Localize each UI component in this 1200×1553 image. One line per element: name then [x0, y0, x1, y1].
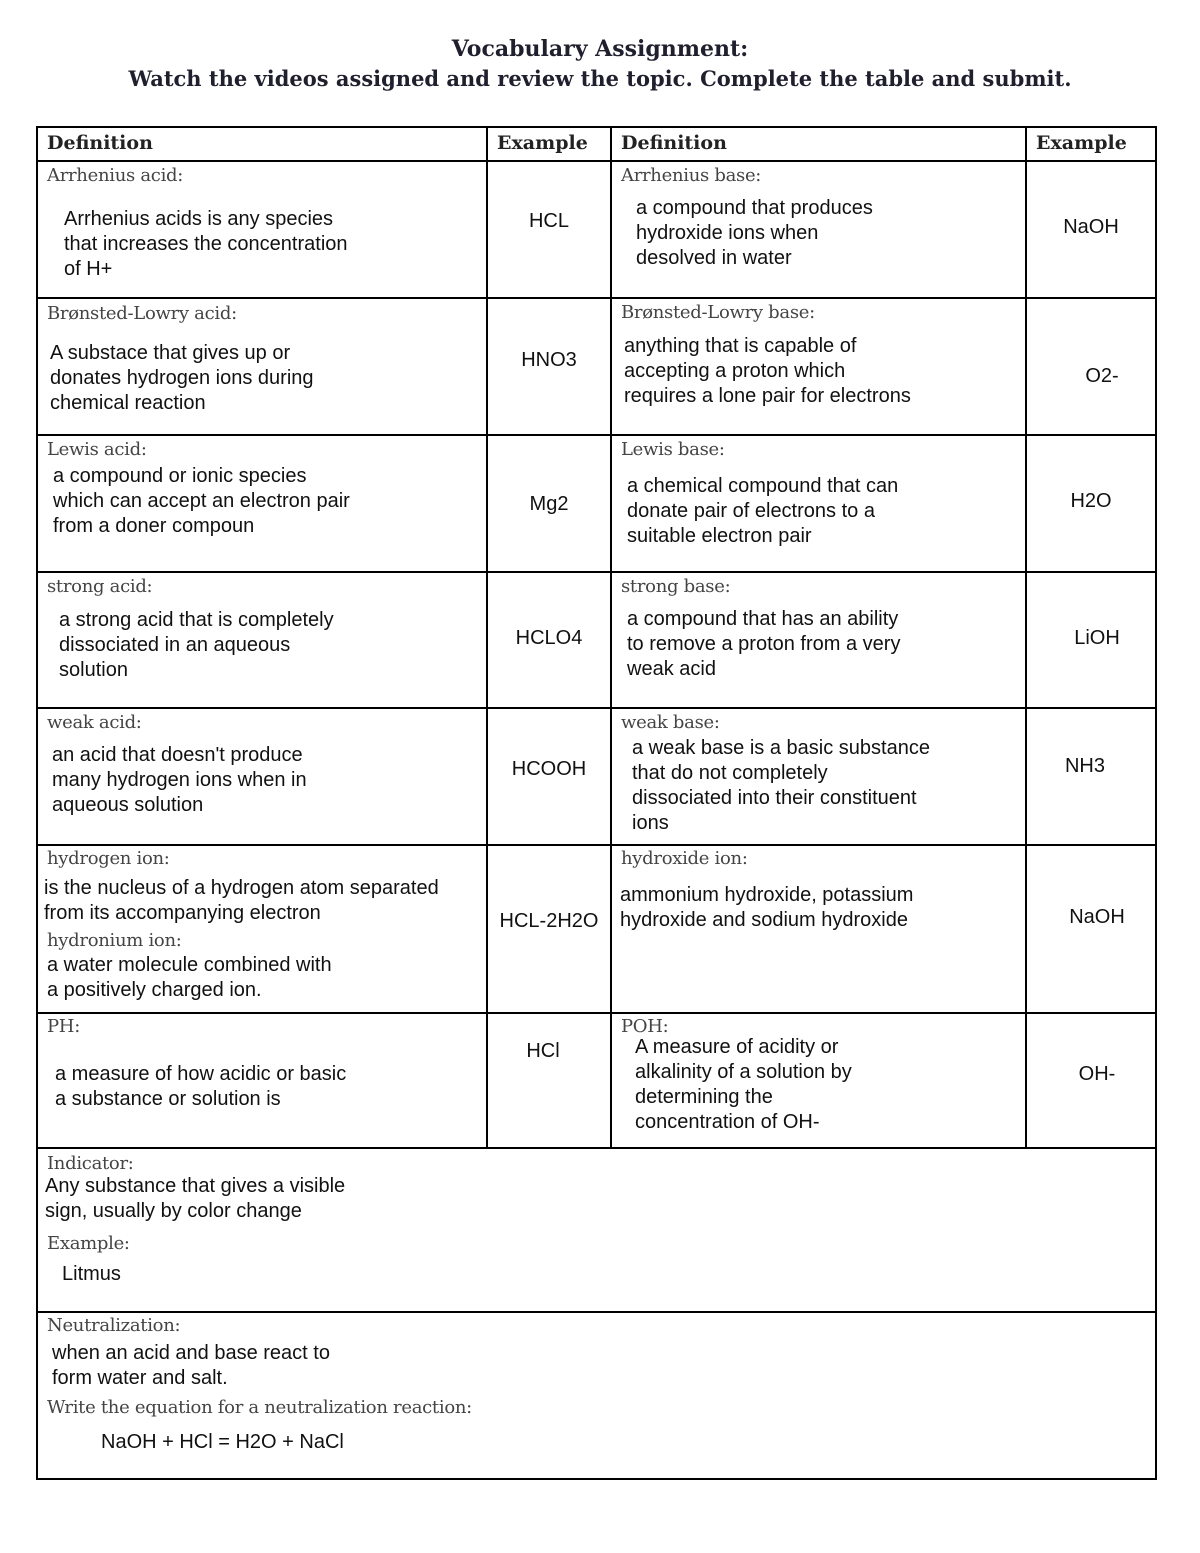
definition-answer[interactable]: A measure of acidity or alkalinity of a solution by determining the concentration of OH- [635, 1036, 852, 1133]
definition-answer[interactable]: a measure of how acidic or basic a substance or solution is [55, 1063, 347, 1110]
definition-answer[interactable]: a water molecule combined with a positively charged ion. [47, 954, 332, 1001]
term-label: Arrhenius base: [621, 165, 762, 186]
example-answer[interactable]: OH- [1078, 1063, 1116, 1085]
term-label: hydrogen ion: [47, 848, 170, 869]
example-answer[interactable]: HCLO4 [515, 627, 583, 649]
term-label: Indicator: [47, 1153, 134, 1174]
example-answer[interactable]: HCl [526, 1040, 560, 1062]
term-label: PH: [47, 1016, 80, 1037]
vocabulary-table [36, 126, 1157, 1480]
equation-prompt: Write the equation for a neutralization reaction: [47, 1397, 472, 1418]
column-header-definition: Definition [621, 132, 727, 154]
equation-answer[interactable]: NaOH + HCl = H2O + NaCl [101, 1431, 344, 1453]
example-answer[interactable]: Mg2 [529, 493, 569, 515]
column-header-definition: Definition [47, 132, 153, 154]
definition-answer[interactable]: a compound that has an ability to remove a proton from a very weak acid [627, 608, 901, 680]
term-label: weak base: [621, 712, 720, 733]
definition-answer[interactable]: anything that is capable of accepting a proton which requires a lone pair for electrons [624, 335, 911, 407]
term-label: Neutralization: [47, 1315, 181, 1336]
term-label: weak acid: [47, 712, 142, 733]
page-header [0, 34, 1200, 94]
example-answer[interactable]: NH3 [1064, 755, 1105, 777]
term-label: Brønsted-Lowry acid: [47, 303, 237, 324]
definition-answer[interactable]: an acid that doesn't produce many hydrogen ions when in aqueous solution [52, 744, 307, 816]
definition-answer[interactable]: a strong acid that is completely dissociated in an aqueous solution [59, 609, 334, 681]
term-label: hydroxide ion: [621, 848, 748, 869]
example-answer[interactable]: LiOH [1074, 627, 1120, 649]
column-header-example: Example [497, 132, 588, 154]
term-label: Lewis base: [621, 439, 725, 460]
term-label: hydronium ion: [47, 930, 182, 951]
example-label: Example: [47, 1233, 130, 1254]
definition-answer[interactable]: A substace that gives up or donates hydrogen ions during chemical reaction [50, 342, 314, 414]
definition-answer[interactable]: ammonium hydroxide, potassium hydroxide and sodium hydroxide [620, 884, 914, 931]
column-header-example: Example [1036, 132, 1127, 154]
example-answer[interactable]: H2O [1070, 490, 1112, 512]
example-answer[interactable]: HCL [528, 210, 569, 232]
page-instructions: Watch the videos assigned and review the topic. Complete the table and submit. [128, 66, 1072, 91]
term-label: POH: [621, 1016, 669, 1037]
term-label: Arrhenius acid: [47, 165, 184, 186]
example-answer[interactable]: NaOH [1063, 216, 1119, 238]
definition-answer[interactable]: is the nucleus of a hydrogen atom separated from its accompanying electron [44, 877, 439, 924]
definition-answer[interactable]: a chemical compound that can donate pair of electrons to a suitable electron pair [627, 475, 899, 547]
definition-answer[interactable]: a weak base is a basic substance that do not completely dissociated into their constituent ions [632, 737, 930, 834]
example-answer[interactable]: NaOH [1069, 906, 1125, 928]
definition-answer[interactable]: Any substance that gives a visible sign, usually by color change [45, 1175, 346, 1222]
page-title: Vocabulary Assignment: [451, 36, 749, 62]
definition-answer[interactable]: Arrhenius acids is any species that increases the concentration of H+ [64, 208, 348, 280]
term-label: Lewis acid: [47, 439, 147, 460]
example-answer[interactable]: Litmus [62, 1263, 121, 1285]
example-answer[interactable]: HNO3 [521, 349, 577, 371]
definition-answer[interactable]: a compound or ionic species which can accept an electron pair from a doner compoun [53, 465, 350, 537]
term-label: Brønsted-Lowry base: [621, 302, 815, 323]
term-label: strong base: [621, 576, 731, 597]
example-answer[interactable]: HCOOH [511, 758, 587, 780]
example-answer[interactable]: O2- [1085, 365, 1119, 387]
example-answer[interactable]: HCL-2H2O [499, 910, 599, 932]
definition-answer[interactable]: a compound that produces hydroxide ions when desolved in water [636, 197, 873, 269]
term-label: strong acid: [47, 576, 153, 597]
definition-answer[interactable]: when an acid and base react to form water and salt. [52, 1342, 330, 1389]
